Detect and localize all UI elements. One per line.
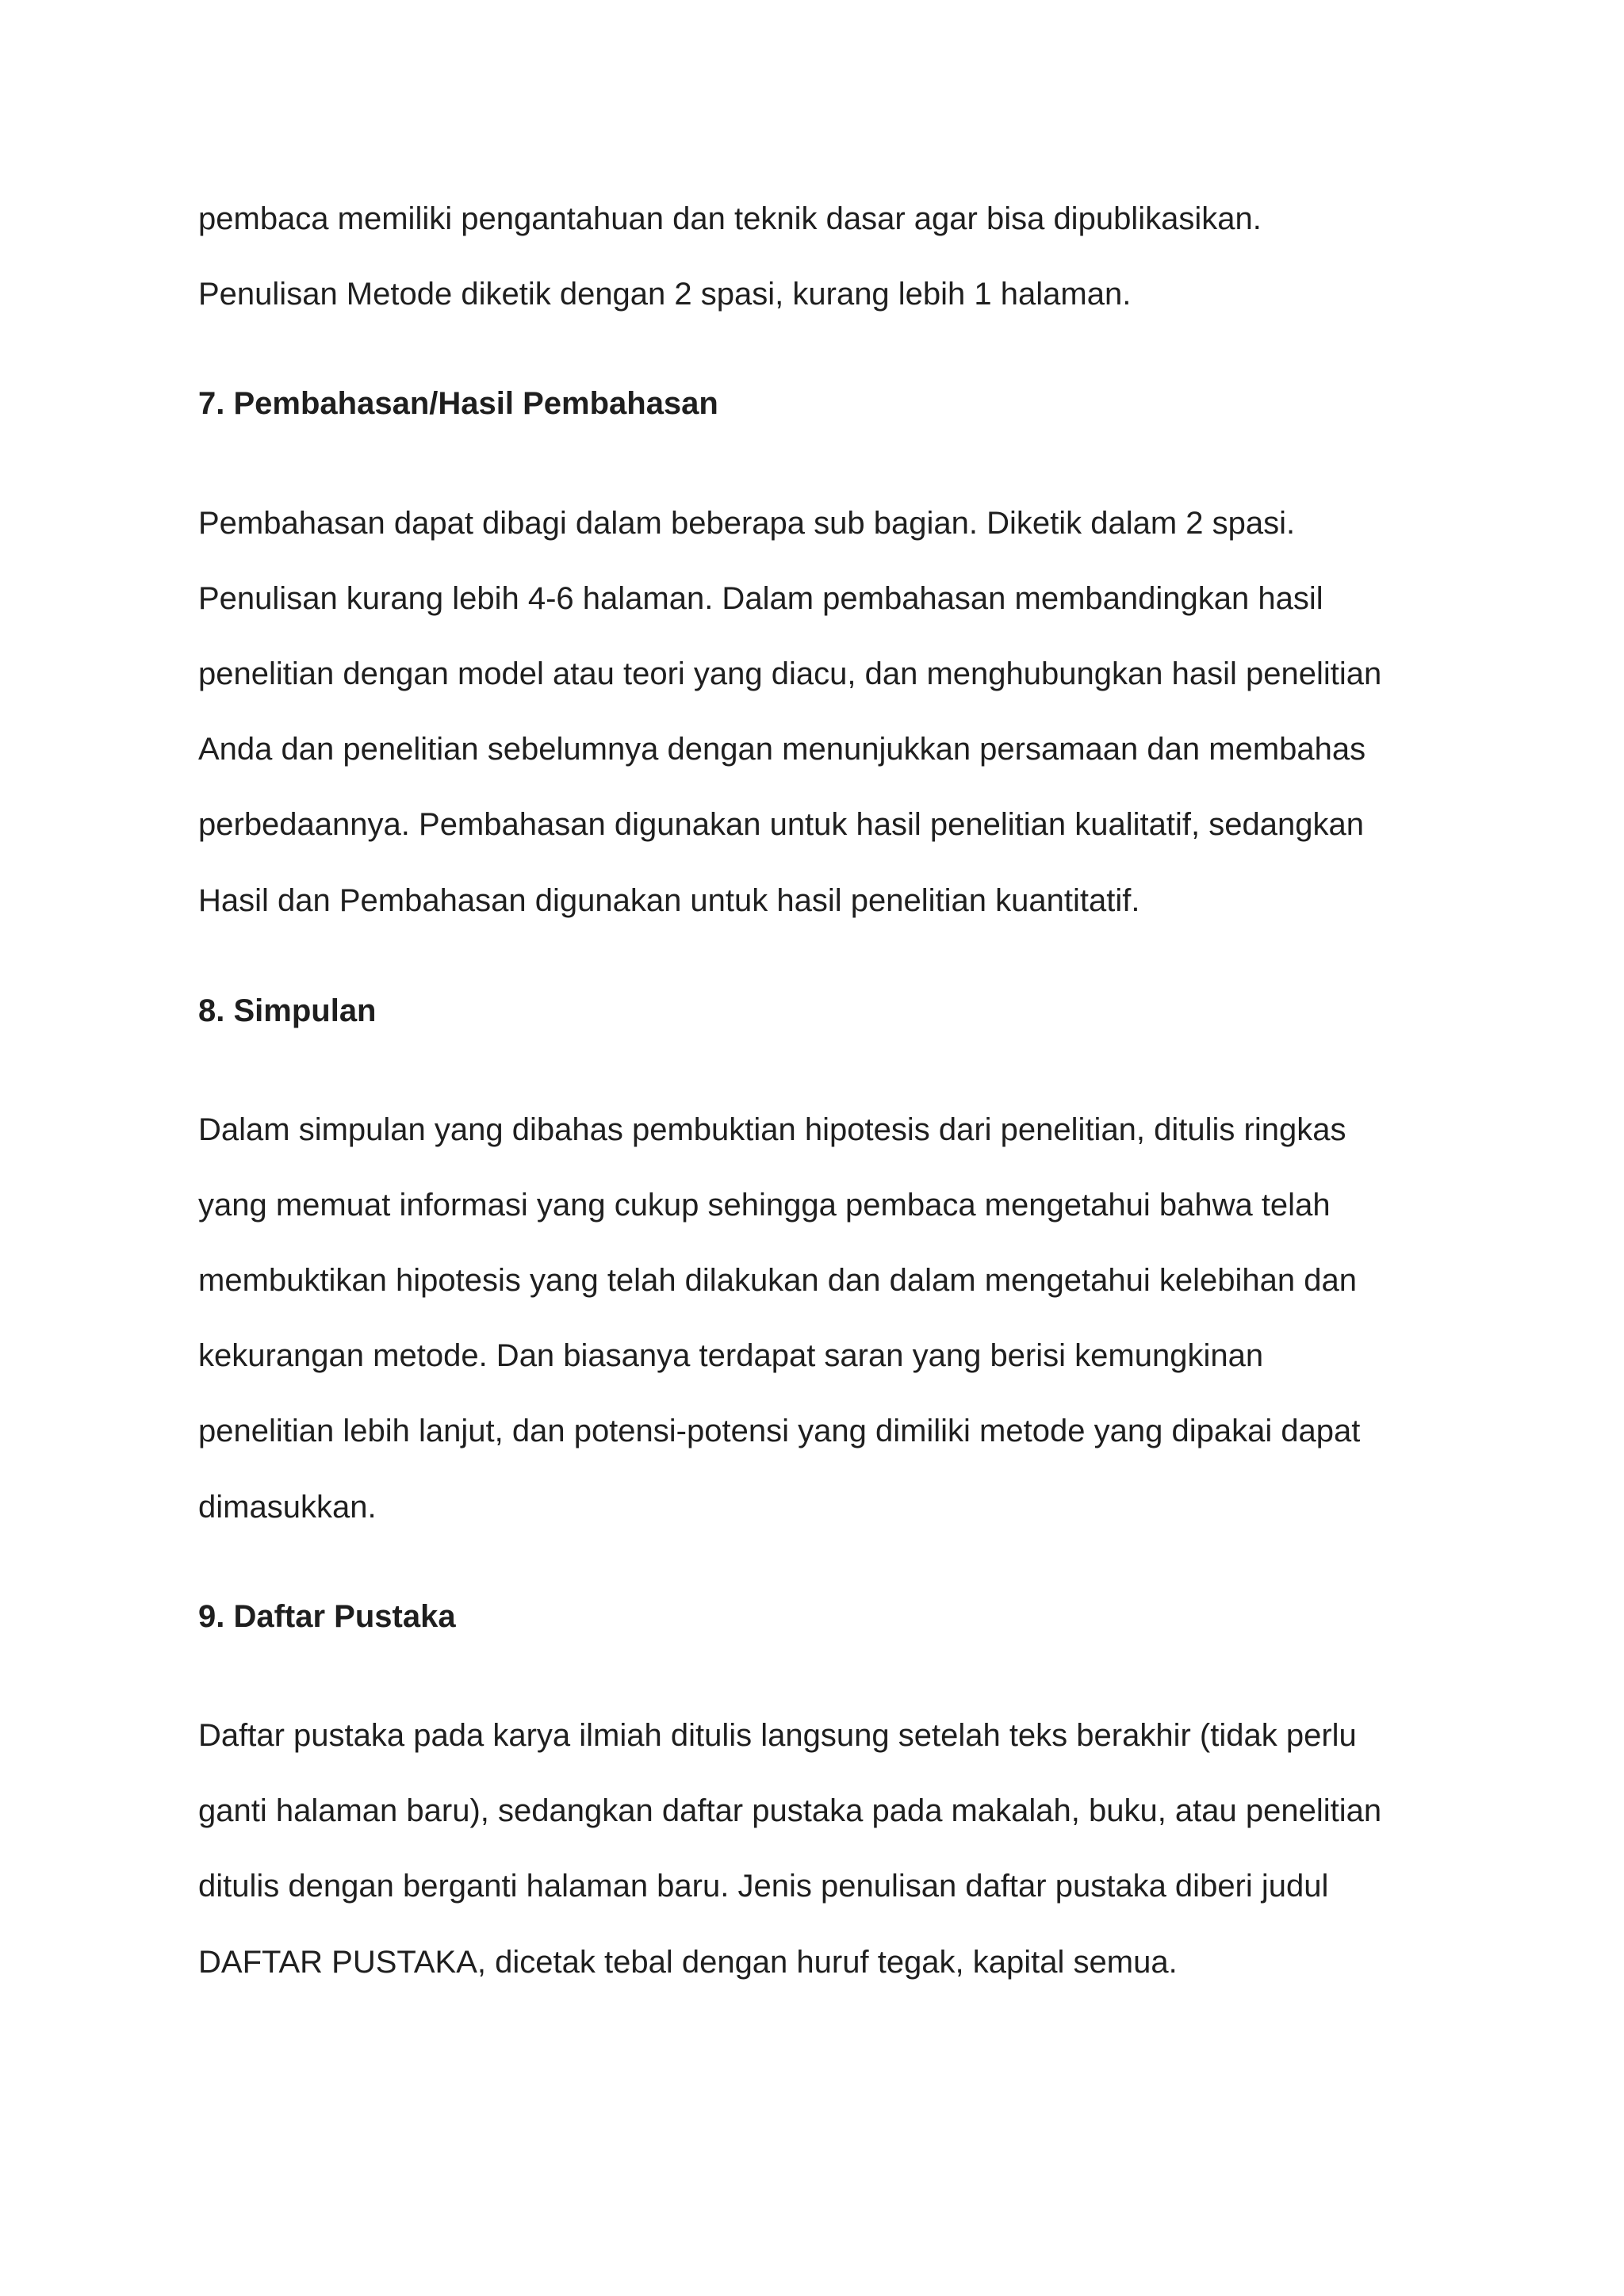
paragraph-line: Dalam simpulan yang dibahas pembuktian hipotesis dari penelitian, ditulis ringkas [198, 1112, 1346, 1147]
paragraph-line: ganti halaman baru), sedangkan daftar pustaka pada makalah, buku, atau penelitian [198, 1793, 1382, 1828]
paragraph-line: kekurangan metode. Dan biasanya terdapat saran yang berisi kemungkinan [198, 1338, 1264, 1373]
paragraph-line: Daftar pustaka pada karya ilmiah ditulis langsung setelah teks berakhir (tidak perlu [198, 1718, 1357, 1753]
paragraph-line: Hasil dan Pembahasan digunakan untuk hasil penelitian kuantitatif. [198, 883, 1140, 918]
paragraph-line: yang memuat informasi yang cukup sehingga pembaca mengetahui bahwa telah [198, 1188, 1331, 1223]
paragraph-line: DAFTAR PUSTAKA, dicetak tebal dengan huruf tegak, kapital semua. [198, 1945, 1178, 1980]
paragraph-line: penelitian lebih lanjut, dan potensi-potensi yang dimiliki metode yang dipakai dapat [198, 1414, 1361, 1448]
paragraph-line: ditulis dengan berganti halaman baru. Jenis penulisan daftar pustaka diberi judul [198, 1869, 1329, 1904]
paragraph-line: penelitian dengan model atau teori yang diacu, dan menghubungkan hasil penelitian [198, 656, 1382, 691]
paragraph-line: Pembahasan dapat dibagi dalam beberapa sub bagian. Diketik dalam 2 spasi. [198, 506, 1296, 541]
section-heading: 9. Daftar Pustaka [198, 1599, 456, 1634]
paragraph-line: Anda dan penelitian sebelumnya dengan menunjukkan persamaan dan membahas [198, 732, 1366, 767]
paragraph-line: membuktikan hipotesis yang telah dilakukan dan dalam mengetahui kelebihan dan [198, 1263, 1357, 1298]
section-heading: 8. Simpulan [198, 993, 377, 1028]
section-heading: 7. Pembahasan/Hasil Pembahasan [198, 386, 718, 421]
intro-line: Penulisan Metode diketik dengan 2 spasi, kurang lebih 1 halaman. [198, 277, 1132, 312]
paragraph-line: dimasukkan. [198, 1490, 377, 1525]
paragraph-line: Penulisan kurang lebih 4-6 halaman. Dalam pembahasan membandingkan hasil [198, 581, 1323, 616]
paragraph-line: perbedaannya. Pembahasan digunakan untuk hasil penelitian kualitatif, sedangkan [198, 807, 1364, 842]
intro-line: pembaca memiliki pengantahuan dan teknik dasar agar bisa dipublikasikan. [198, 201, 1262, 236]
